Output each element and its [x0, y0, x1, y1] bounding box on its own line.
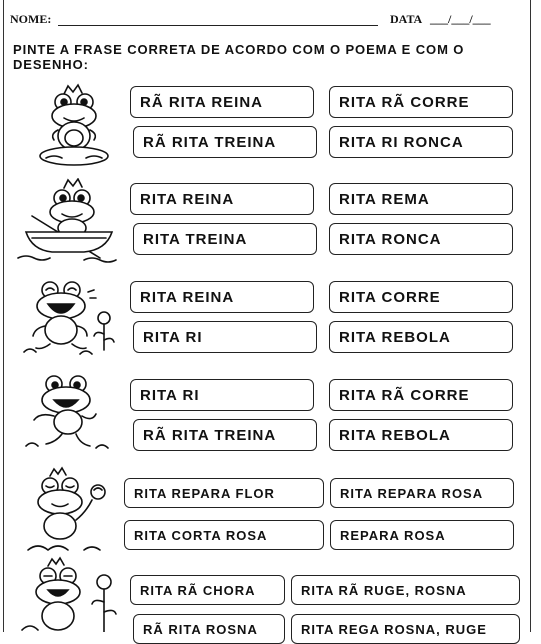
option-rita-ri-ronca[interactable]: RITA RI RONCA	[329, 126, 513, 158]
option-rã-rita-treina[interactable]: RÃ RITA TREINA	[133, 126, 317, 158]
option-rita-rã-corre[interactable]: RITA RÃ CORRE	[329, 86, 513, 118]
option-rita-repara-flor[interactable]: RITA REPARA FLOR	[124, 478, 324, 508]
option-rita-rema[interactable]: RITA REMA	[329, 183, 513, 215]
name-label: NOME:	[10, 12, 52, 26]
option-rita-reina-2[interactable]: RITA REINA	[130, 281, 314, 313]
option-rita-ri[interactable]: RITA RI	[133, 321, 317, 353]
page-border-left	[3, 0, 4, 632]
frog-rowing-boat-illustration	[14, 178, 124, 268]
frog-with-rose-illustration	[22, 466, 122, 556]
option-rita-rã-corre-2[interactable]: RITA RÃ CORRE	[329, 379, 513, 411]
option-rã-rita-rosna[interactable]: RÃ RITA ROSNA	[133, 614, 285, 644]
option-rã-rita-treina-2[interactable]: RÃ RITA TREINA	[133, 419, 317, 451]
option-rita-rega-rosna-ruge[interactable]: RITA REGA ROSNA, RUGE	[291, 614, 520, 644]
option-rita-reina[interactable]: RITA REINA	[130, 183, 314, 215]
crying-frog-rosebush-illustration	[18, 556, 128, 632]
option-rita-corre[interactable]: RITA CORRE	[329, 281, 513, 313]
instructions: PINTE A FRASE CORRETA DE ACORDO COM O POEMA E COM O DESENHO:	[13, 42, 465, 72]
option-rita-corta-rosa[interactable]: RITA CORTA ROSA	[124, 520, 324, 550]
frog-on-rock-illustration	[30, 80, 120, 170]
option-rita-rã-chora[interactable]: RITA RÃ CHORA	[130, 575, 285, 605]
option-rita-rebola[interactable]: RITA REBOLA	[329, 321, 513, 353]
date-field[interactable]: ___/___/___	[430, 12, 491, 26]
option-rita-ronca[interactable]: RITA RONCA	[329, 223, 513, 255]
option-rita-rã-ruge-rosna[interactable]: RITA RÃ RUGE, ROSNA	[291, 575, 520, 605]
option-rita-repara-rosa[interactable]: RITA REPARA ROSA	[330, 478, 514, 508]
page-border-right	[530, 0, 531, 632]
date-label: DATA	[390, 12, 423, 26]
option-rita-rebola-2[interactable]: RITA REBOLA	[329, 419, 513, 451]
dancing-frog-illustration	[22, 372, 122, 452]
option-repara-rosa[interactable]: REPARA ROSA	[330, 520, 514, 550]
option-rita-treina[interactable]: RITA TREINA	[133, 223, 317, 255]
option-rã-rita-reina[interactable]: RÃ RITA REINA	[130, 86, 314, 118]
laughing-frog-flower-illustration	[20, 278, 120, 358]
worksheet-header	[10, 12, 525, 34]
name-field[interactable]	[58, 25, 378, 26]
option-rita-ri-2[interactable]: RITA RI	[130, 379, 314, 411]
